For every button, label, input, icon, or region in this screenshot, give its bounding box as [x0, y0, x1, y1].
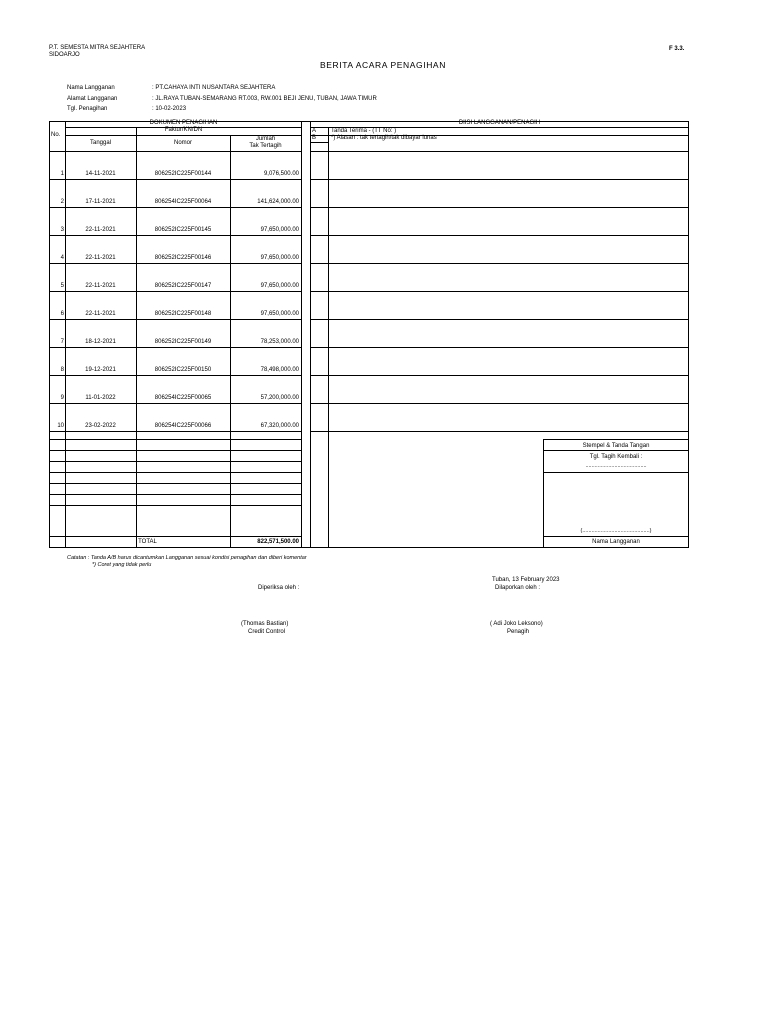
total-label: TOTAL — [138, 539, 157, 545]
page-title: BERITA ACARA PENAGIHAN — [320, 60, 446, 70]
checked-by-label: Diperiksa oleh : — [258, 585, 300, 591]
doc-header: DOKUMEN PENAGIHAN — [149, 120, 218, 126]
signature-dots: (............................................) — [580, 528, 652, 534]
address-label: Alamat Langganan — [67, 96, 118, 102]
col-amount-header-2: Tak Tertagih — [249, 143, 282, 149]
col-amount-header-1: Jumlah — [255, 136, 276, 142]
note-line-2: *) Coret yang tidak perlu — [92, 562, 152, 568]
address-value: : JL.RAYA TUBAN-SEMARANG RT.003, RW.001 BEJI JENU, TUBAN, JAWA TIMUR — [152, 96, 377, 102]
reporter-name: ( Adi Joko Leksono) — [490, 621, 543, 627]
total-value: 822,571,500.00 — [257, 539, 299, 545]
customer-value: : PT.CAHAYA INTI NUSANTARA SEJAHTERA — [152, 85, 276, 91]
reporter-role: Penagih — [507, 629, 530, 635]
option-a-letter: A — [312, 128, 317, 134]
checker-role: Credit Control — [248, 629, 286, 635]
form-code: F 3.3. — [669, 46, 685, 52]
company-name: P.T. SEMESTA MITRA SEJAHTERA — [49, 45, 146, 51]
col-date-header: Tanggal — [89, 140, 112, 146]
return-date-label: Tgl. Tagih Kembali : — [589, 454, 643, 460]
option-b-text: *) Alasan : tak tertagih/tak dibayar lunas — [331, 135, 437, 141]
customer-label: Nama Langganan — [67, 85, 115, 91]
checker-name: (Thomas Bastian) — [241, 621, 289, 627]
doc-sub-header: Faktur/KN/DN — [164, 127, 203, 133]
place-date: Tuban, 13 February 2023 — [492, 577, 560, 583]
col-no-header: No. — [51, 132, 61, 138]
billing-date-value: : 10-02-2023 — [152, 106, 187, 112]
company-city: SIDOARJO — [49, 52, 80, 58]
col-number-header: Nomor — [173, 140, 192, 146]
option-a-text: Tanda Terima - (TT No: ) — [331, 128, 397, 134]
stamp-label: Stempel & Tanda Tangan — [582, 443, 650, 449]
option-b-letter: B — [312, 135, 317, 141]
customer-name-label: Nama Langganan — [592, 539, 640, 545]
reported-by-label: Dilaporkan oleh : — [495, 585, 541, 591]
note-line-1: Catatan : Tanda A/B harus dicantumkan Langganan sesuai kondisi penagihan dan diberi komentar — [67, 555, 307, 561]
return-date-dots: ........................................ — [585, 463, 647, 469]
billing-date-label: Tgl. Penagihan — [67, 106, 108, 112]
right-section-header: DIISI LANGGANAN/PENAGIH — [458, 120, 541, 126]
